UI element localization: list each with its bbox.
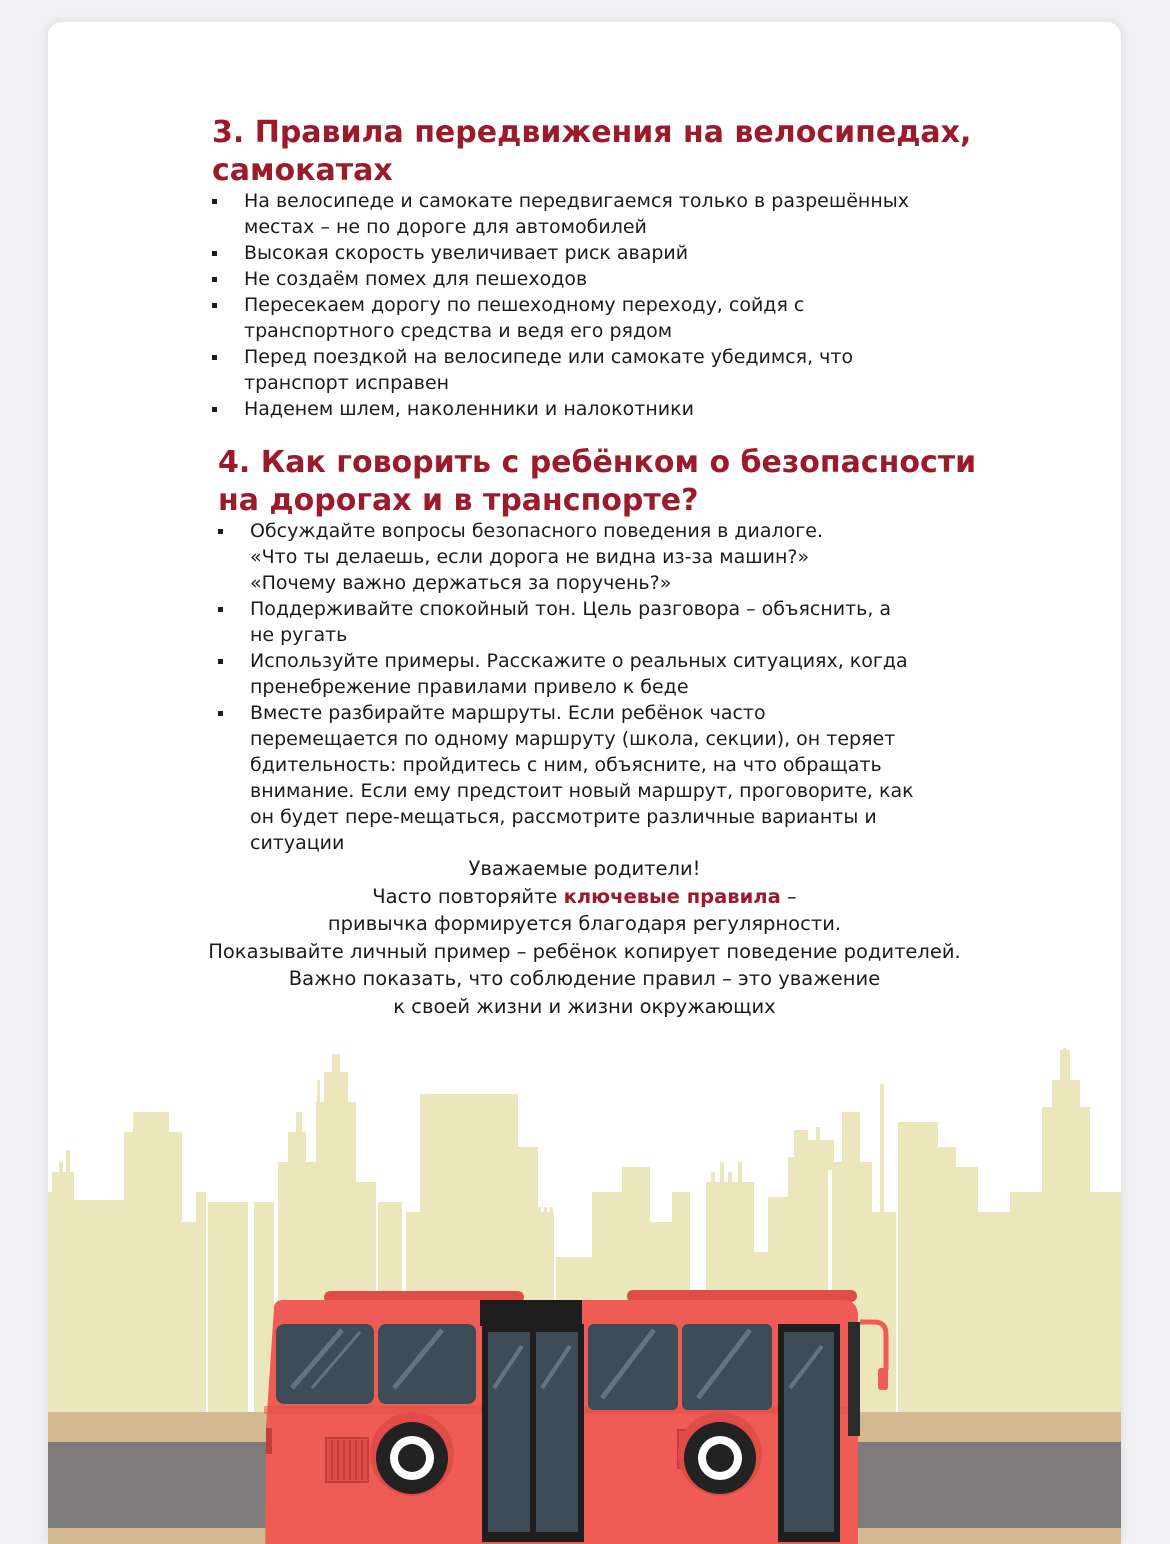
dialogue-quote: «Что ты делаешь, если дорога не видна из-за машин?» xyxy=(250,546,810,568)
bus-wheel-front xyxy=(678,1412,762,1496)
list-item: Вместе разбирайте маршруты. Если ребёнок часто перемещается по одному маршруту (школа, секции), он теряет бдительность: пройдитесь с ним, объясните, на что обращать внимание. Если ему предстоит новый маршрут, проговорите, как он будет пере-мещаться, рассмотрите различные варианты и ситуации xyxy=(218,700,918,856)
dialogue-quote: «Почему важно держаться за поручень?» xyxy=(250,572,672,594)
bus-wheel-rear xyxy=(370,1412,454,1496)
closing-text: – xyxy=(780,884,797,908)
list-item xyxy=(218,518,918,596)
closing-text: Часто повторяйте xyxy=(372,884,564,908)
closing-text: к своей жизни и жизни окружающих xyxy=(393,994,776,1018)
city-bus-illustration xyxy=(48,1012,1121,1544)
section-4-list xyxy=(218,518,918,856)
closing-message xyxy=(48,855,1121,1020)
bus xyxy=(264,1290,888,1544)
list-item: Пересекаем дорогу по пешеходному переходу, сойдя с транспортного средства и ведя его рядом xyxy=(212,292,952,344)
section-3-title: 3. Правила передвижения на велосипедах, самокатах xyxy=(212,115,972,188)
list-item: Перед поездкой на велосипеде или самокате убедимся, что транспорт исправен xyxy=(212,344,952,396)
document-page xyxy=(48,22,1121,1544)
section-3-list xyxy=(212,188,952,422)
list-item: На велосипеде и самокате передвигаемся только в разрешённых местах – не по дороге для автомобилей xyxy=(212,188,952,240)
closing-text: привычка формируется благодаря регулярности. xyxy=(327,912,842,935)
closing-text: Важно показать, что соблюдение правил – это уважение xyxy=(288,967,881,990)
list-item-text: Обсуждайте вопросы безопасного поведения в диалоге. xyxy=(250,520,824,542)
list-item: Используйте примеры. Расскажите о реальных ситуациях, когда пренебрежение правилами привело к беде xyxy=(218,648,918,700)
closing-highlight: ключевые правила xyxy=(563,884,781,908)
section-4-title: 4. Как говорить с ребёнком о безопасности на дорогах и в транспорте? xyxy=(218,445,977,518)
list-item: Высокая скорость увеличивает риск аварий xyxy=(212,240,952,266)
closing-text: Показывайте личный пример – ребёнок копирует поведение родителей. xyxy=(208,939,961,963)
list-item: Не создаём помех для пешеходов xyxy=(212,266,952,292)
list-item: Наденем шлем, наколенники и налокотники xyxy=(212,396,952,422)
list-item: Поддерживайте спокойный тон. Цель разговора – объяснить, а не ругать xyxy=(218,596,918,648)
closing-greeting: Уважаемые родители! xyxy=(468,857,701,880)
